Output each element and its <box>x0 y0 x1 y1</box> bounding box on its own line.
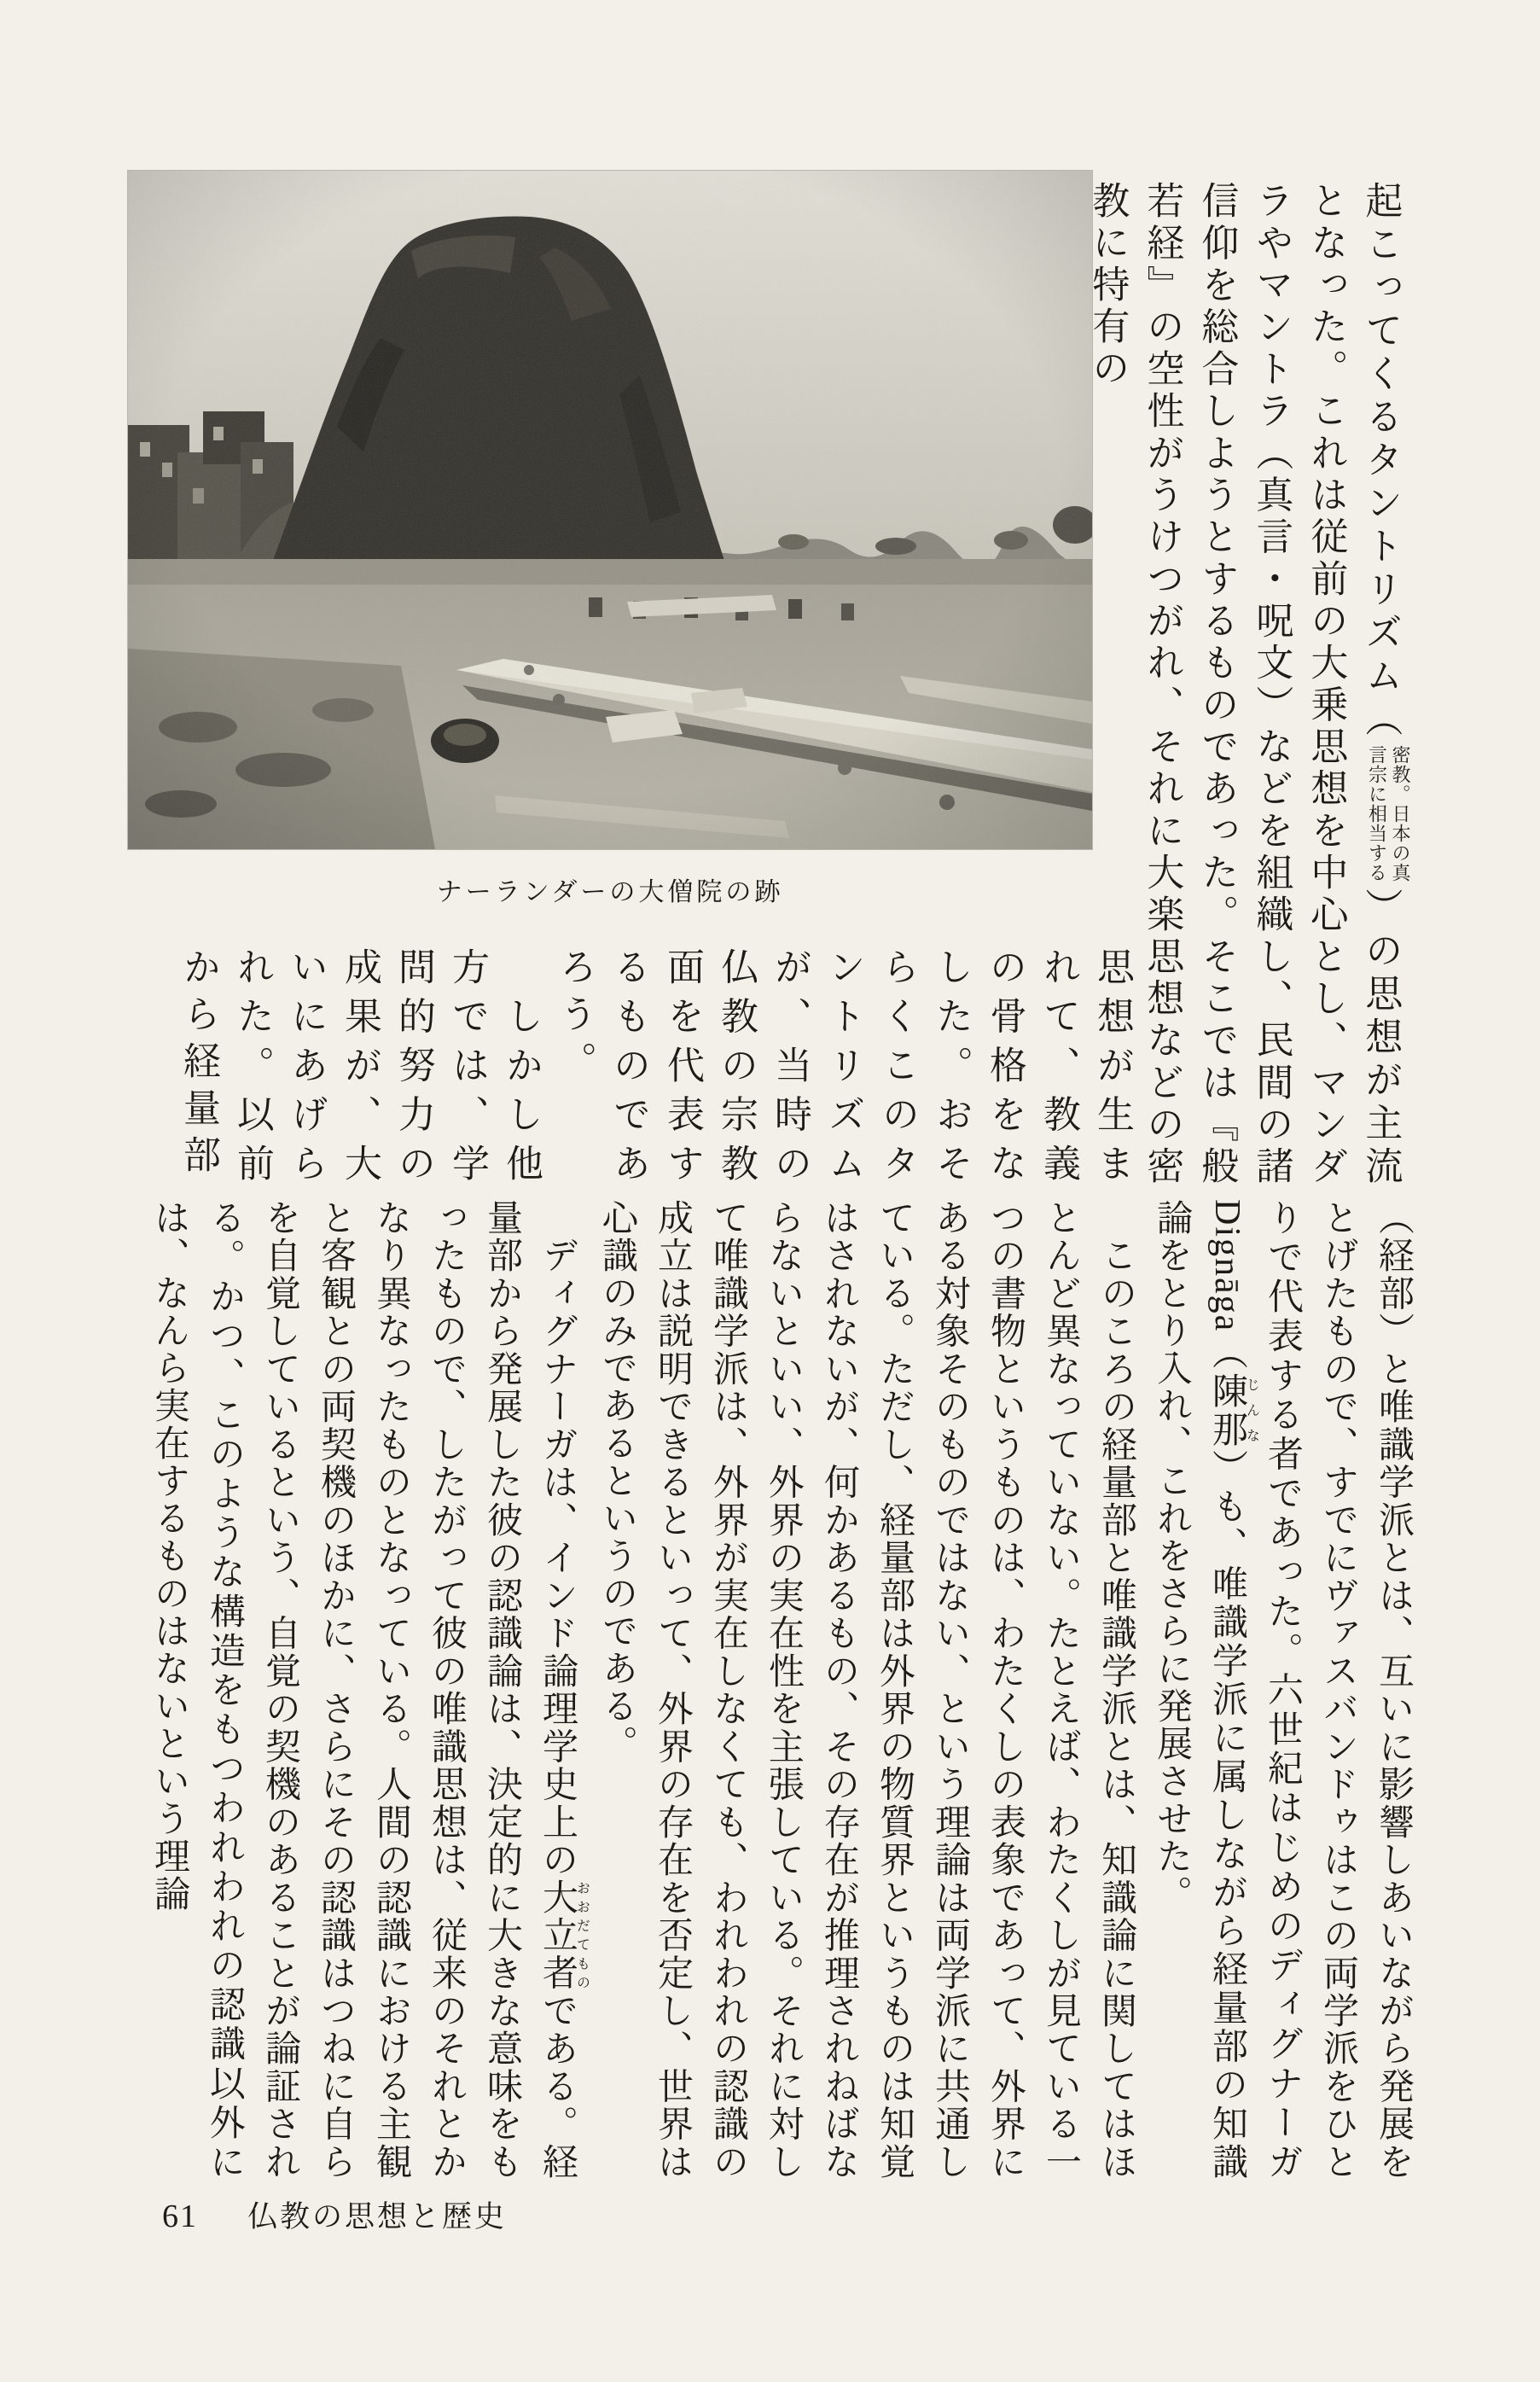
nalanda-ruins-photo <box>128 171 1092 849</box>
photo-figure <box>128 171 1092 849</box>
ruby-annotated-word: 大立者おおだてもの <box>538 1878 590 1993</box>
paragraph: しかし他方では、学問的努力の成果が、大いにあげられた。以前から経量部 <box>177 947 542 1191</box>
warichu-inline-note: 密教。日本の真 言宗に相当する <box>1366 745 1411 883</box>
paragraph: 思想が生まれて、教義の骨格をなした。おそらくこのタントリズムが、当時の仏教の宗教面を代表するものであろう。 <box>554 947 1133 1191</box>
running-title: 仏教の思想と歴史 <box>247 2200 508 2233</box>
paragraph: 起こってくるタントリズム（ 密教。日本の真 言宗に相当する ）の思想が主流となった。これは従前の大乗思想を中心とし、マンダラやマントラ（真言・呪文）などを組織し、民間の諸信仰を総合しようとするものであった。そこでは『般若経』の空性がうけつがれ、それに大楽思想などの密教に特有の <box>1086 181 1411 1189</box>
page-footer <box>162 2193 507 2236</box>
page-number: 61 <box>162 2199 198 2234</box>
photo-vignette <box>128 171 1092 849</box>
photo-caption: ナーランダーの大僧院の跡 <box>436 878 784 906</box>
ruby-annotated-word: 陳那じんな <box>1207 1372 1259 1449</box>
paragraph: ディグナーガは、インド論理学史上の大立者おおだてものである。経量部から発展した彼の認識論は、決定的に大きな意味をもったもので、したがって彼の唯識思想は、従来のそれとかなり異なったものとなっている。人間の認識における主観と客観との両契機のほかに、さらにその認識はつねに自らを自覚しているという、自覚の契機のあることが論証される。かつ、このような構造をもつわれわれの認識以外には、なんら実在するものはないという理論 <box>149 1199 590 2181</box>
middle-text-block <box>171 947 1139 1191</box>
paragraph: このころの経量部と唯識学派とは、知識論に関してはほとんど異なっていない。たとえば、わたくしが見ている一つの書物というものは、わたくしの表象であって、外界にある対象そのものではない、という理論は両学派に共通している。ただし、経量部は外界の物質界というものは知覚はされないが、何かあるもの、その存在が推理されねばならないといい、外界の実在性を主張している。それに対して唯識学派は、外界が実在しなくても、われわれの認識の成立は説明できるといって、外界の存在を否定し、世界は心識のみであるというのである。 <box>597 1199 1136 2181</box>
lower-text-block <box>141 1199 1421 2181</box>
paragraph: （経部）と唯識学派とは、互いに影響しあいながら発展をとげたもので、すでにヴァスバンドゥはこの両学派をひとりで代表する者であった。六世紀はじめのディグナーガ Dignāga（陳那じんな）も、唯識学派に属しながら経量部の知識論をとり入れ、これをさらに発展させた。 <box>1152 1199 1413 2181</box>
